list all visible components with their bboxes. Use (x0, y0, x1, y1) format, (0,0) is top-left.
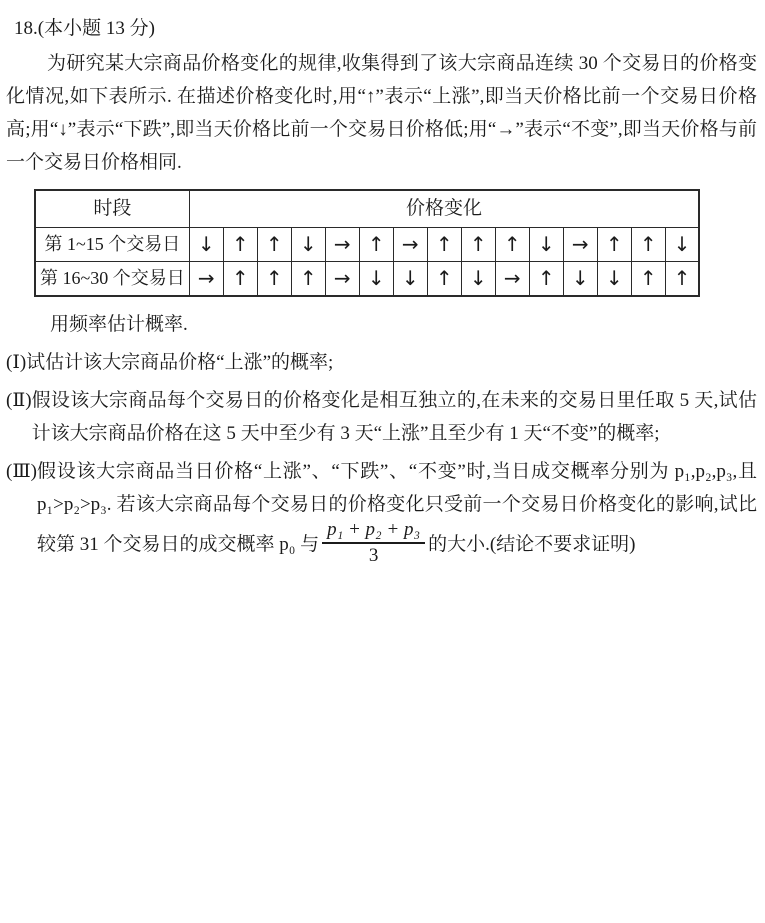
arrow-cell: ↓ (665, 227, 699, 261)
arrow-cell: ↓ (291, 227, 325, 261)
arrow-cell: ↑ (427, 261, 461, 296)
arrow-cell: ↑ (223, 227, 257, 261)
table-header-row (35, 190, 699, 227)
part-2-text: 假设该大宗商品每个交易日的价格变化是相互独立的,在未来的交易日里任取 5 天,试估计该大宗商品价格在这 5 天中至少有 3 天“上涨”且至少有 1 天“不变”的概率; (31, 389, 757, 444)
fraction-numerator: p₁ + p₂ + p₃ (327, 518, 421, 540)
part-3-text (37, 455, 759, 571)
part-2-marker: (Ⅱ) (6, 389, 32, 411)
row-label-days-1-15: 第 1~15 个交易日 (35, 227, 189, 261)
arrow-cell: ↓ (597, 261, 631, 296)
header-cell-period: 时段 (35, 190, 189, 227)
arrow-cell: ↑ (257, 261, 291, 296)
part-1 (6, 346, 759, 379)
arrow-cell: ↑ (631, 261, 665, 296)
arrow-cell: → (495, 261, 529, 296)
arrow-cell: → (325, 261, 359, 296)
table-row-days-1-15 (35, 227, 699, 261)
arrow-cell: ↑ (223, 261, 257, 296)
arrow-cell: → (325, 227, 359, 261)
arrow-cell: ↓ (393, 261, 427, 296)
price-change-table (34, 189, 700, 297)
table-row-days-16-30 (35, 261, 699, 296)
header-cell-price-change: 价格变化 (189, 190, 699, 227)
part-3-text-after-formula: 的大小.(结论不要求证明) (428, 533, 636, 555)
arrow-cell: → (393, 227, 427, 261)
arrow-cell: → (563, 227, 597, 261)
mean-probability-fraction (322, 519, 425, 569)
part-2 (6, 384, 759, 450)
arrow-cell: ↓ (189, 227, 223, 261)
part-3-marker: (Ⅲ) (6, 460, 37, 482)
row-label-days-16-30: 第 16~30 个交易日 (35, 261, 189, 296)
arrow-cell: ↓ (563, 261, 597, 296)
arrow-cell: ↑ (359, 227, 393, 261)
arrow-cell: ↓ (359, 261, 393, 296)
arrow-cell: ↓ (529, 227, 563, 261)
problem-intro-paragraph: 为研究某大宗商品价格变化的规律,收集得到了该大宗商品连续 30 个交易日的价格变化情况,如下表所示. 在描述价格变化时,用“↑”表示“上涨”,即当天价格比前一个交易日价格高;用“↓”表示“下跌”,即当天价格比前一个交易日价格低;用“→”表示“不变”,即当天价格与前一个交易日价格相同. (6, 53, 757, 173)
part-3-text-before-formula: 假设该大宗商品当日价格“上涨”、“下跌”、“不变”时,当日成交概率分别为 p₁,p₂,p₃,且 p₁>p₂>p₃. 若该大宗商品每个交易日的价格变化只受前一个交易日价格变化的影响,试比较第 31 个交易日的成交概率 p₀ 与 (36, 460, 757, 555)
arrow-cell: → (189, 261, 223, 296)
arrow-cell: ↑ (495, 227, 529, 261)
arrow-cell: ↑ (665, 261, 699, 296)
problem-number-header: 18.(本小题 13 分) (14, 18, 155, 39)
arrow-cell: ↑ (257, 227, 291, 261)
arrow-cell: ↑ (291, 261, 325, 296)
part-3 (6, 455, 759, 571)
arrow-cell: ↑ (461, 227, 495, 261)
part-1-text: 试估计该大宗商品价格“上涨”的概率; (26, 351, 334, 373)
frequency-instruction: 用频率估计概率. (50, 313, 188, 335)
arrow-cell: ↑ (529, 261, 563, 296)
arrow-cell: ↑ (597, 227, 631, 261)
fraction-denominator: 3 (322, 542, 425, 568)
arrow-cell: ↓ (461, 261, 495, 296)
arrow-cell: ↑ (427, 227, 461, 261)
arrow-cell: ↑ (631, 227, 665, 261)
part-1-marker: (Ⅰ) (6, 351, 27, 373)
